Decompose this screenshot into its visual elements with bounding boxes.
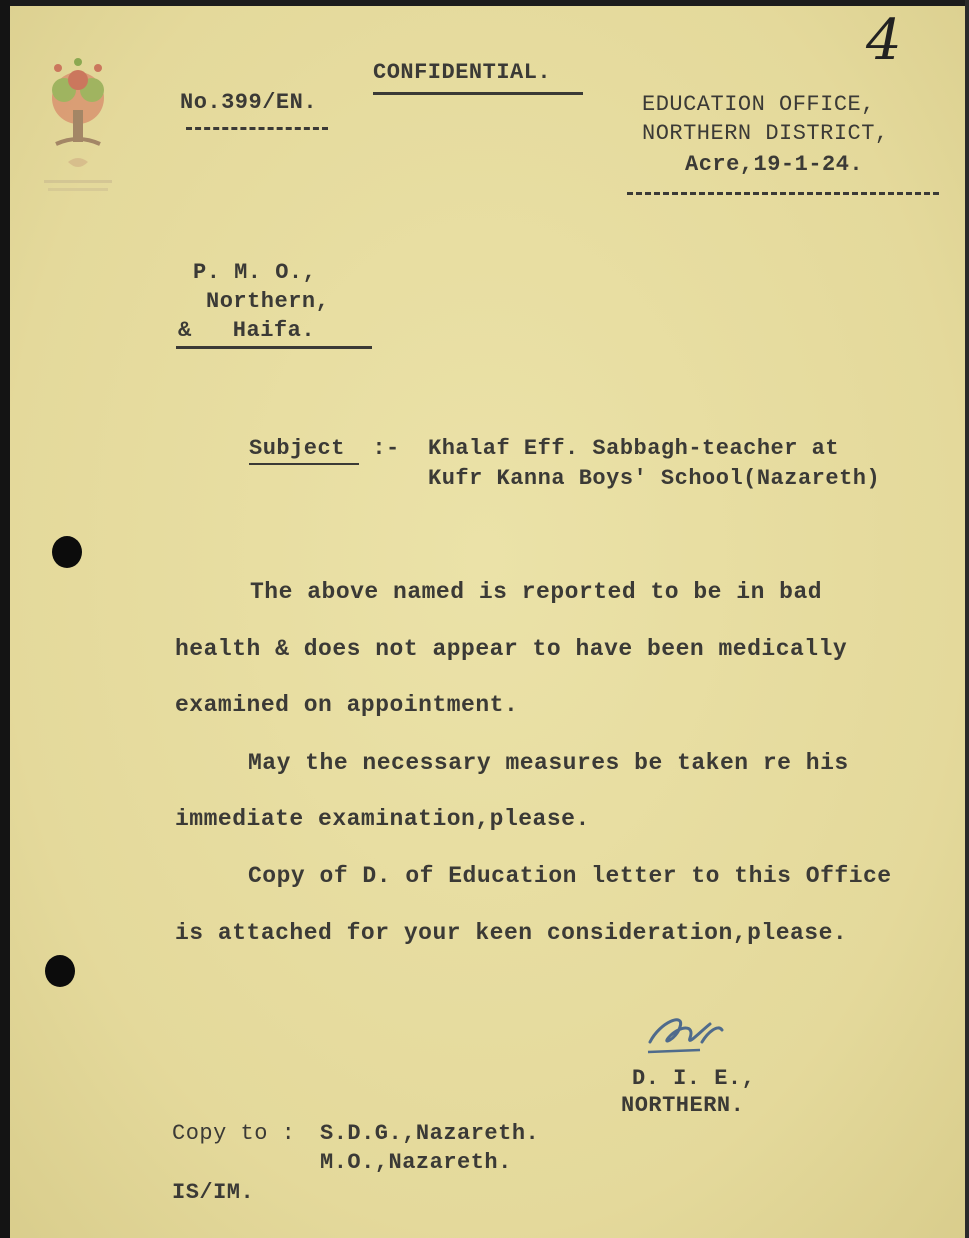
addressee-line-3: & Haifa. (178, 318, 316, 343)
classification-underline (373, 92, 583, 95)
subject-underline (249, 463, 359, 465)
subject-label: Subject :- (249, 436, 400, 461)
signatory-title: D. I. E., (632, 1066, 756, 1091)
signatory-district: NORTHERN. (621, 1093, 745, 1118)
copy-recipient-1: S.D.G.,Nazareth. (320, 1121, 540, 1146)
page-edge-right (965, 0, 969, 1238)
punch-hole-icon (52, 536, 82, 568)
addressee-line-2: Northern, (206, 289, 330, 314)
copy-recipient-2: M.O.,Nazareth. (320, 1150, 512, 1175)
punch-hole-icon (45, 955, 75, 987)
body-line: immediate examination,please. (175, 806, 590, 832)
copy-to-label: Copy to : (172, 1121, 296, 1146)
body-line: The above named is reported to be in bad (250, 579, 823, 605)
office-underline (627, 192, 939, 195)
body-line: health & does not appear to have been medically (175, 636, 848, 662)
body-line: is attached for your keen consideration,please. (175, 920, 848, 946)
tree-logo-icon (38, 50, 118, 210)
classification-mark: CONFIDENTIAL. (373, 60, 552, 85)
page-number: 4 (866, 8, 902, 73)
body-line: May the necessary measures be taken re his (248, 750, 849, 776)
office-date: Acre,19-1-24. (685, 152, 864, 177)
reference-underline (186, 127, 328, 130)
addressee-line-1: P. M. O., (193, 260, 317, 285)
body-line: examined on appointment. (175, 692, 519, 718)
subject-line-1: Khalaf Eff. Sabbagh-teacher at (428, 436, 840, 461)
subject-line-2: Kufr Kanna Boys' School(Nazareth) (428, 466, 881, 491)
page-edge-left (0, 0, 10, 1238)
office-name: EDUCATION OFFICE, (642, 92, 875, 117)
typist-initials: IS/IM. (172, 1180, 255, 1205)
addressee-underline (176, 346, 372, 349)
page-edge-top (0, 0, 969, 6)
handwritten-signature-icon (640, 1002, 735, 1062)
body-line: Copy of D. of Education letter to this Office (248, 863, 892, 889)
reference-number: No.399/EN. (180, 90, 318, 115)
office-district: NORTHERN DISTRICT, (642, 121, 889, 146)
